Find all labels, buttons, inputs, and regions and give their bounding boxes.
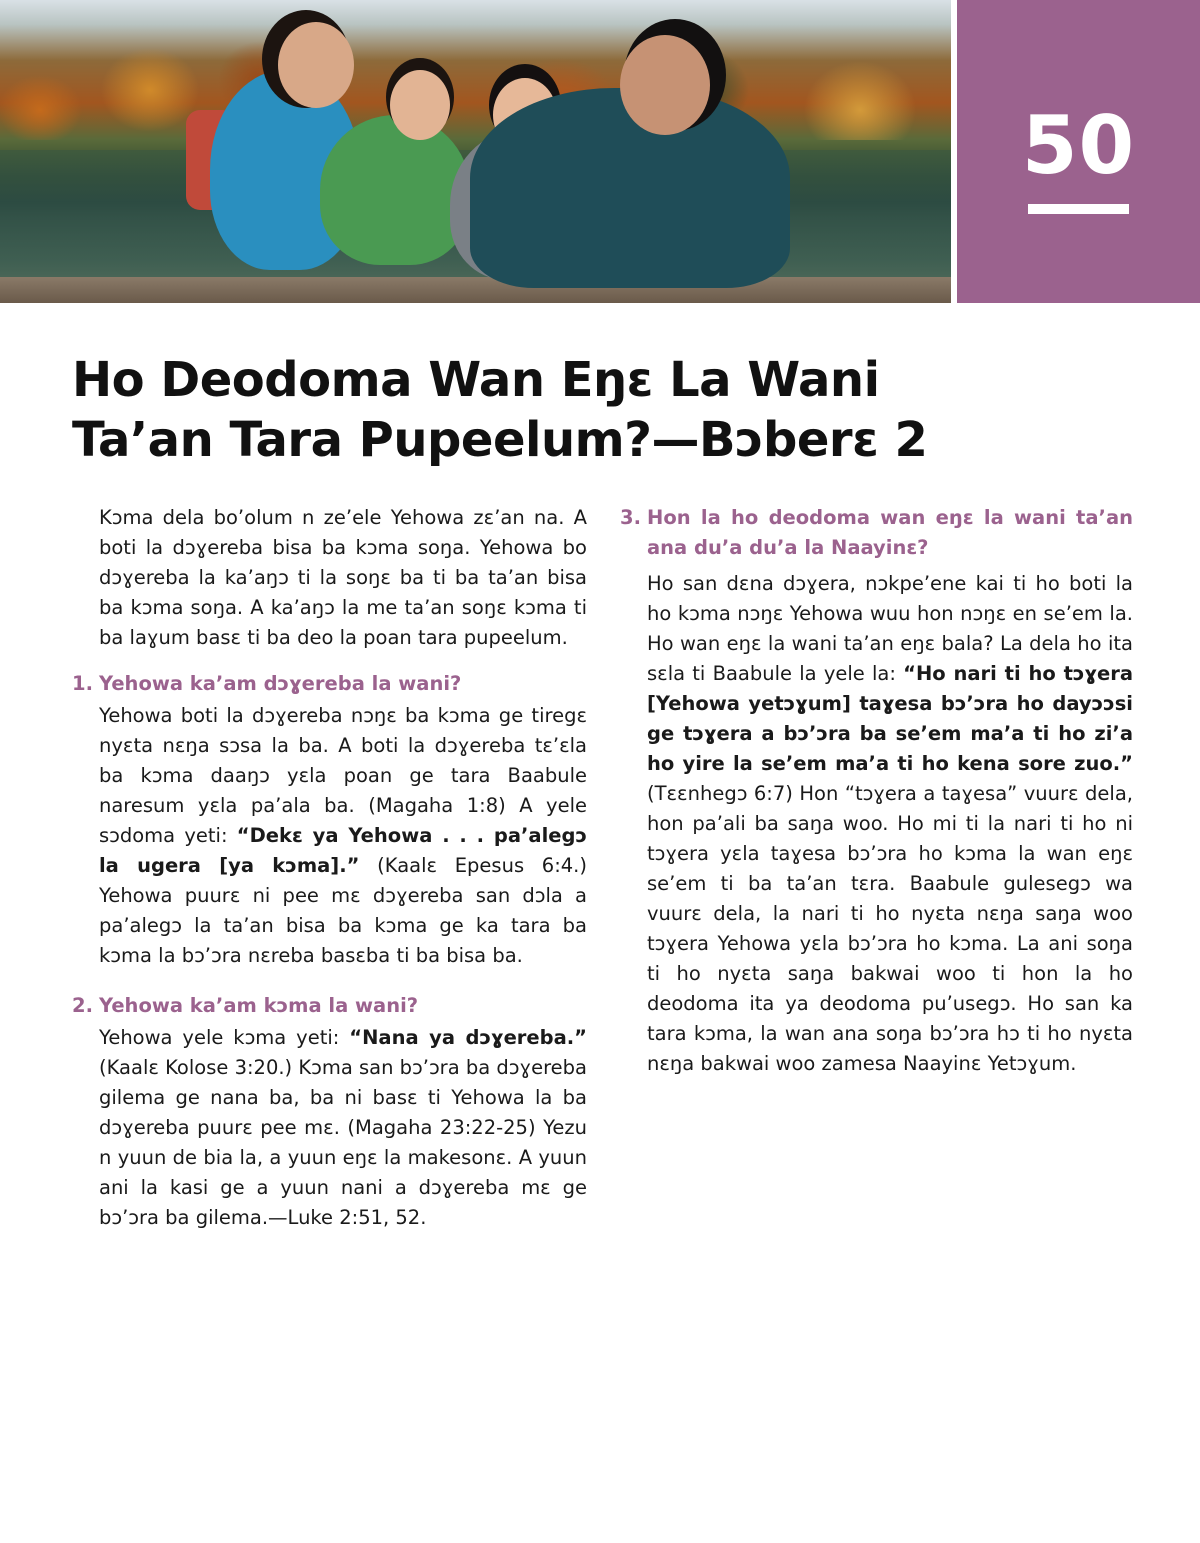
section-body-3 [620, 569, 1133, 1079]
hero-photo [0, 0, 951, 303]
section-3-quote: “Ho nari ti ho tɔɣera [Yehowa yetɔɣum] taɣesa bɔ’ɔra ho dayɔɔsi ge tɔɣera a bɔ’ɔra ba se’em ma’a ti ho zi’a ho yire la se’em ma’a ti ho kena sore zuo.” [647, 662, 1133, 775]
section-3-text-a: Ho san dɛna dɔɣera, nɔkpe’ene kai ti ho boti la ho kɔma nɔŋɛ Yehowa wuu hon nɔŋɛ en se’em la. Ho wan eŋɛ la wani ta’an eŋɛ bala? La dela ho ita sɛla ti Baabule la yele la: [647, 572, 1133, 685]
lesson-number-box [957, 0, 1200, 303]
title-line-1: Ho Deodoma Wan Eŋɛ La Wani [72, 352, 880, 408]
mother-head [278, 22, 354, 108]
section-2-quote: “Nana ya dɔɣereba.” [349, 1026, 587, 1049]
section-1-text-b: (Kaalɛ Epesus 6:4.) Yehowa puurɛ ni pee mɛ dɔɣereba san dɔla a pa’alegɔ la ta’an bisa ba kɔma ge ka tara ba kɔma la bɔ’ɔra nɛreba basɛba ti ba bisa ba. [99, 854, 587, 967]
section-2-text-b: (Kaalɛ Kolose 3:20.) Kɔma san bɔ’ɔra ba dɔɣereba gilema ge nana ba, ba ni basɛ ti Yehowa la ba dɔɣereba puurɛ pee mɛ. (Magaha 23:22-25) Yezu n yuun de bia la, a yuun eŋɛ la makesonɛ. A yuun ani la kasi ge a yuun nani a dɔɣereba mɛ ge bɔ’ɔra ba gilema.—Luke 2:51, 52. [99, 1056, 587, 1229]
section-2-text-a: Yehowa yele kɔma yeti: [99, 1026, 350, 1049]
section-heading-1 [72, 669, 587, 699]
section-number-1: 1. [72, 672, 93, 695]
intro-paragraph: Kɔma dela bo’olum n ze’ele Yehowa zɛ’an na. A boti la dɔɣereba bisa ba kɔma soŋa. Yehowa bo dɔɣereba la ka’aŋɔ ti la soŋɛ ba ti ba ta’an bisa ba kɔma soŋa. A ka’aŋɔ la me ta’an soŋɛ kɔma ti ba laɣum basɛ ti ba deo la poan tara pupeelum. [99, 506, 587, 649]
section-heading-text-3: Hon la ho deodoma wan eŋɛ la wani ta’an ana du’a du’a la Naayinɛ? [647, 506, 1133, 559]
page-title [72, 350, 1132, 470]
right-column [620, 503, 1133, 1079]
section-heading-text-2: Yehowa ka’am kɔma la wani? [99, 994, 419, 1017]
section-body-2 [72, 1023, 587, 1233]
father-figure [470, 88, 790, 288]
title-line-2: Ta’an Tara Pupeelum?—Bɔberɛ 2 [72, 412, 928, 468]
lesson-number-underline [1028, 204, 1129, 214]
father-head [620, 35, 710, 135]
section-1-text-a: Yehowa boti la dɔɣereba nɔŋɛ ba kɔma ge tiregɛ nyɛta nɛŋa sɔsa la ba. A boti la dɔɣereba tɛ’ɛla ba kɔma daaŋɔ yɛla poan ge tara Baabule naresum yɛla pa’ala ba. (Magaha 1:8) A yele sɔdoma yeti: [99, 704, 587, 847]
section-heading-2 [72, 991, 587, 1021]
daughter-figure [320, 115, 470, 265]
section-body-1 [72, 701, 587, 971]
lesson-number: 50 [1021, 99, 1136, 192]
left-column [72, 503, 587, 1233]
section-3-text-b: (Tɛɛnhegɔ 6:7) Hon “tɔɣera a taɣesa” vuurɛ dela, hon pa’ali ba saŋa woo. Ho mi ti la nari ti ho ni tɔɣera yɛla taɣesa bɔ’ɔra ho kɔma la wan eŋɛ se’em ti ba ta’an tɛra. Baabule gulesegɔ wa vuurɛ dela, la nari ti ho nyɛta nɛŋa saŋa woo tɔɣera Yehowa yɛla bɔ’ɔra ho kɔma. La ani soŋa ti ho nyɛta saŋa bakwai woo ti hon la ho deodoma ita ya deodoma pu’usegɔ. Ho san ka tara kɔma, la wan ana soŋa bɔ’ɔra hɔ ti ho nyɛta nɛŋa bakwai woo zamesa Naayinɛ Yetɔɣum. [647, 782, 1133, 1075]
section-heading-text-1: Yehowa ka’am dɔɣereba la wani? [99, 672, 462, 695]
section-number-3: 3. [620, 506, 641, 529]
section-1-quote: “Dekɛ ya Yehowa . . . pa’alegɔ la ugera [ya kɔma].” [99, 824, 587, 877]
section-heading-3 [620, 503, 1133, 563]
autumn-forest [0, 20, 951, 140]
daughter-head [390, 70, 450, 140]
wooden-dock [0, 277, 951, 303]
section-number-2: 2. [72, 994, 93, 1017]
